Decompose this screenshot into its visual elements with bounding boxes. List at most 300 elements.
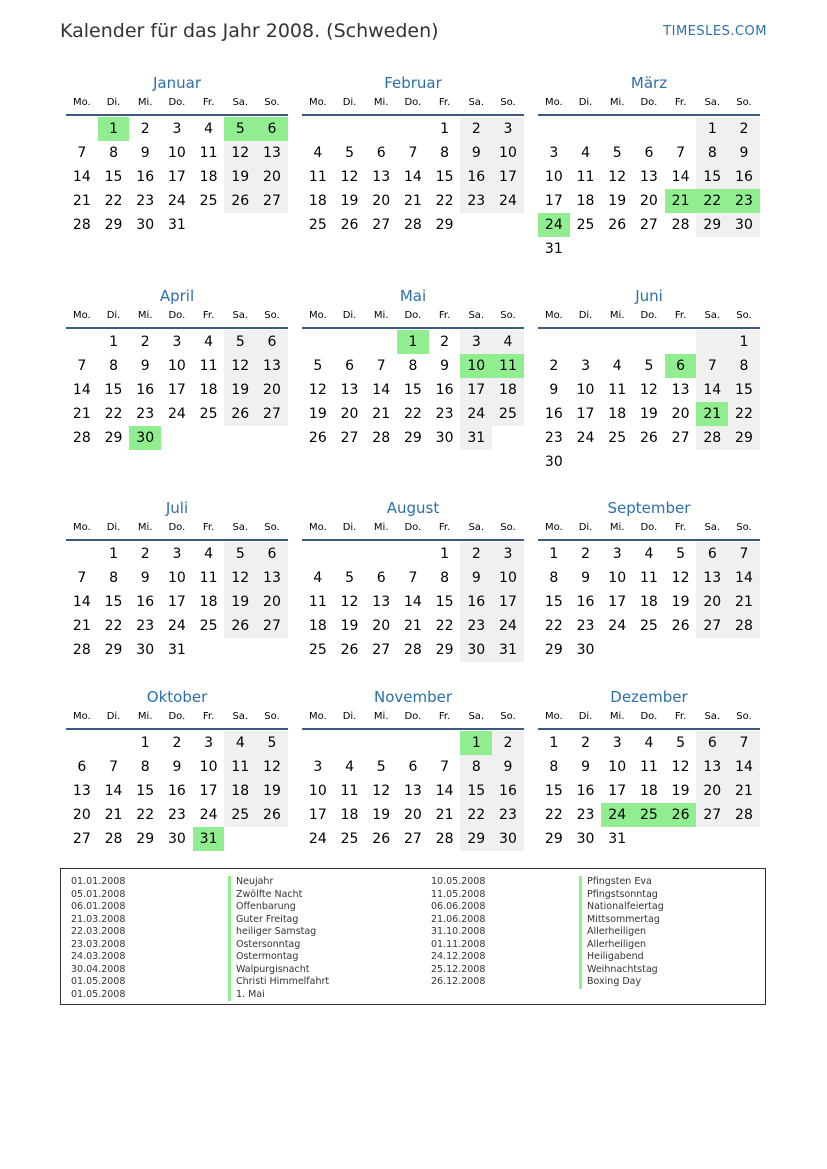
day-cell: 23 <box>435 406 454 422</box>
day-cell: 3 <box>460 330 492 354</box>
day-cell: 16 <box>136 382 155 398</box>
empty-cell <box>728 827 760 851</box>
weekday-label: Do. <box>404 97 422 108</box>
day-cell: 3 <box>492 117 524 141</box>
legend-date: 10.05.2008 <box>431 876 486 887</box>
empty-cell <box>66 542 98 566</box>
day-cell: 9 <box>140 570 150 586</box>
day-cell: 3 <box>172 334 182 350</box>
day-cell: 30 <box>576 642 595 658</box>
day-cell: 30 <box>576 831 595 847</box>
legend-names-right <box>579 876 664 989</box>
day-cell: 5 <box>224 330 256 354</box>
day-cell: 10 <box>492 566 524 590</box>
day-cell: 22 <box>136 807 155 823</box>
day-cell: 25 <box>199 618 218 634</box>
day-cell: 13 <box>340 382 359 398</box>
day-cell: 9 <box>728 141 760 165</box>
day-cell: 19 <box>671 594 690 610</box>
empty-cell <box>256 638 288 662</box>
empty-cell <box>302 117 334 141</box>
empty-cell <box>633 638 665 662</box>
day-cell: 3 <box>172 121 182 137</box>
day-cell: 21 <box>403 618 422 634</box>
day-cell: 26 <box>608 217 627 233</box>
day-cell: 22 <box>728 402 760 426</box>
day-cell: 25 <box>576 217 595 233</box>
month-calendar <box>538 72 760 261</box>
legend-date: 21.03.2008 <box>71 913 126 925</box>
month-name: Mai <box>399 287 427 305</box>
empty-cell <box>193 426 225 450</box>
day-cell: 11 <box>639 759 658 775</box>
empty-cell <box>665 117 697 141</box>
weekday-label: Di. <box>106 310 121 321</box>
weekday-label: Di. <box>342 711 357 722</box>
empty-cell <box>161 426 193 450</box>
day-cell: 15 <box>435 594 454 610</box>
empty-cell <box>224 213 256 237</box>
day-cell: 23 <box>167 807 186 823</box>
weekday-label: Fr. <box>674 97 687 108</box>
legend-holiday-name: Zwölfte Nacht <box>228 889 329 902</box>
day-cell: 20 <box>671 406 690 422</box>
days-grid <box>538 117 760 261</box>
day-cell: 14 <box>72 169 91 185</box>
day-cell: 28 <box>72 642 91 658</box>
day-cell: 15 <box>435 169 454 185</box>
day-cell: 15 <box>136 783 155 799</box>
day-cell: 8 <box>109 358 118 374</box>
day-cell: 11 <box>492 354 524 378</box>
day-cell: 6 <box>696 542 728 566</box>
weekday-label: Di. <box>342 310 357 321</box>
day-cell: 21 <box>665 189 697 213</box>
weekday-label: Do. <box>640 522 658 533</box>
empty-cell <box>224 426 256 450</box>
day-cell: 26 <box>224 189 256 213</box>
month-calendar <box>66 497 288 662</box>
legend-date: 24.12.2008 <box>431 951 486 962</box>
days-grid <box>66 117 288 237</box>
legend-holiday-name: Nationalfeiertag <box>579 901 664 914</box>
day-cell: 21 <box>435 807 454 823</box>
day-cell: 7 <box>376 358 386 374</box>
day-cell: 18 <box>199 594 218 610</box>
day-cell: 1 <box>440 546 450 562</box>
legend-holiday-name: Offenbarung <box>228 901 329 914</box>
month-name: Februar <box>384 74 442 92</box>
day-cell: 20 <box>256 378 288 402</box>
day-cell: 19 <box>224 590 256 614</box>
day-cell: 16 <box>460 590 492 614</box>
day-cell: 18 <box>340 807 359 823</box>
day-cell: 25 <box>340 831 359 847</box>
day-cell: 23 <box>136 193 155 209</box>
weekday-header <box>538 307 760 327</box>
empty-cell <box>696 330 728 354</box>
day-cell: 29 <box>460 827 492 851</box>
day-cell: 6 <box>644 145 654 161</box>
day-cell: 5 <box>224 117 256 141</box>
day-cell: 27 <box>72 831 91 847</box>
day-cell: 28 <box>728 614 760 638</box>
empty-cell <box>334 117 366 141</box>
day-cell: 22 <box>104 406 123 422</box>
weekday-label: Sa. <box>232 711 249 722</box>
day-cell: 20 <box>372 193 391 209</box>
site-link[interactable]: TIMESLES.COM <box>663 24 767 39</box>
day-cell: 8 <box>140 759 150 775</box>
day-cell: 18 <box>224 779 256 803</box>
day-cell: 1 <box>440 121 450 137</box>
header-rule <box>538 539 760 541</box>
header-rule <box>538 327 760 329</box>
day-cell: 29 <box>104 642 123 658</box>
weekday-label: Di. <box>106 97 121 108</box>
day-cell: 25 <box>608 430 627 446</box>
day-cell: 25 <box>199 406 218 422</box>
day-cell: 19 <box>224 165 256 189</box>
day-cell: 20 <box>403 807 422 823</box>
empty-cell <box>696 638 728 662</box>
day-cell: 10 <box>167 358 186 374</box>
day-cell: 21 <box>403 193 422 209</box>
weekday-label: Mi. <box>373 310 389 321</box>
day-cell: 14 <box>671 169 690 185</box>
day-cell: 5 <box>256 731 288 755</box>
day-cell: 17 <box>308 807 327 823</box>
day-cell: 28 <box>403 642 422 658</box>
day-cell: 3 <box>204 735 214 751</box>
day-cell: 17 <box>492 165 524 189</box>
empty-cell <box>696 827 728 851</box>
empty-cell <box>256 827 288 851</box>
day-cell: 25 <box>492 402 524 426</box>
day-cell: 27 <box>340 430 359 446</box>
day-cell: 1 <box>109 546 118 562</box>
day-cell: 6 <box>77 759 87 775</box>
weekday-label: Mo. <box>544 522 563 533</box>
weekday-header <box>302 307 524 327</box>
legend-holiday-name: Guter Freitag <box>228 914 329 927</box>
empty-cell <box>538 330 570 354</box>
day-cell: 5 <box>644 358 654 374</box>
empty-cell <box>66 330 98 354</box>
day-cell: 18 <box>576 193 595 209</box>
empty-cell <box>601 237 633 261</box>
day-cell: 15 <box>460 779 492 803</box>
day-cell: 17 <box>460 378 492 402</box>
day-cell: 18 <box>608 406 627 422</box>
day-cell: 1 <box>728 330 760 354</box>
day-cell: 18 <box>308 193 327 209</box>
day-cell: 22 <box>403 406 422 422</box>
day-cell: 15 <box>544 594 563 610</box>
day-cell: 7 <box>77 358 87 374</box>
month-calendar <box>302 285 524 450</box>
day-cell: 30 <box>728 213 760 237</box>
legend-holiday-name: Pfingsten Eva <box>579 876 664 889</box>
day-cell: 4 <box>581 145 590 161</box>
day-cell: 4 <box>204 121 214 137</box>
day-cell: 29 <box>104 430 123 446</box>
day-cell: 27 <box>403 831 422 847</box>
legend-date: 24.03.2008 <box>71 951 126 962</box>
weekday-label: Fr. <box>202 97 215 108</box>
day-cell: 4 <box>612 358 622 374</box>
day-cell: 7 <box>109 759 118 775</box>
legend-holiday-name: Heiligabend <box>579 951 664 964</box>
day-cell: 27 <box>256 189 288 213</box>
day-cell: 24 <box>601 803 633 827</box>
day-cell: 16 <box>576 594 595 610</box>
day-cell: 28 <box>728 803 760 827</box>
weekday-label: Mi. <box>373 711 389 722</box>
day-cell: 24 <box>460 402 492 426</box>
day-cell: 29 <box>544 831 563 847</box>
day-cell: 17 <box>544 193 563 209</box>
day-cell: 16 <box>167 783 186 799</box>
day-cell: 1 <box>98 117 130 141</box>
day-cell: 17 <box>576 406 595 422</box>
weekday-label: Do. <box>168 310 186 321</box>
day-cell: 28 <box>104 831 123 847</box>
day-cell: 18 <box>639 594 658 610</box>
weekday-label: Sa. <box>468 711 485 722</box>
weekday-label: Fr. <box>438 711 451 722</box>
month-calendar <box>66 285 288 450</box>
weekday-label: Mo. <box>72 522 91 533</box>
day-cell: 24 <box>608 618 627 634</box>
day-cell: 31 <box>608 831 627 847</box>
day-cell: 9 <box>460 141 492 165</box>
legend-date: 01.11.2008 <box>431 938 486 950</box>
day-cell: 11 <box>199 358 218 374</box>
weekday-label: Mi. <box>373 522 389 533</box>
day-cell: 3 <box>549 145 559 161</box>
weekday-label: Mi. <box>609 522 625 533</box>
weekday-label: Mi. <box>373 97 389 108</box>
header-rule <box>66 327 288 329</box>
weekday-header <box>538 94 760 114</box>
day-cell: 29 <box>728 426 760 450</box>
day-cell: 21 <box>72 193 91 209</box>
header-rule <box>538 728 760 730</box>
empty-cell <box>98 731 130 755</box>
day-cell: 1 <box>549 735 559 751</box>
legend-names-left <box>228 876 329 1001</box>
weekday-label: Sa. <box>704 711 721 722</box>
day-cell: 12 <box>608 169 627 185</box>
day-cell: 12 <box>256 755 288 779</box>
weekday-label: Fr. <box>202 310 215 321</box>
day-cell: 13 <box>403 783 422 799</box>
day-cell: 25 <box>224 803 256 827</box>
weekday-label: Mi. <box>137 310 153 321</box>
day-cell: 13 <box>696 566 728 590</box>
header-rule <box>302 327 524 329</box>
empty-cell <box>570 117 602 141</box>
day-cell: 4 <box>204 546 214 562</box>
day-cell: 28 <box>72 430 91 446</box>
day-cell: 8 <box>549 570 559 586</box>
weekday-label: Sa. <box>232 522 249 533</box>
day-cell: 24 <box>576 430 595 446</box>
day-cell: 13 <box>256 566 288 590</box>
day-cell: 4 <box>313 145 323 161</box>
days-grid <box>66 731 288 851</box>
day-cell: 5 <box>224 542 256 566</box>
day-cell: 8 <box>408 358 418 374</box>
day-cell: 16 <box>576 783 595 799</box>
weekday-label: So. <box>264 97 280 108</box>
day-cell: 16 <box>435 382 454 398</box>
weekday-header <box>66 94 288 114</box>
day-cell: 19 <box>671 783 690 799</box>
month-name: September <box>607 499 691 517</box>
day-cell: 11 <box>308 594 327 610</box>
day-cell: 7 <box>728 731 760 755</box>
day-cell: 6 <box>696 731 728 755</box>
days-grid <box>538 731 760 851</box>
weekday-label: So. <box>736 97 752 108</box>
weekday-label: Mi. <box>609 711 625 722</box>
empty-cell <box>696 450 728 474</box>
legend-date: 22.03.2008 <box>71 926 126 937</box>
day-cell: 13 <box>671 382 690 398</box>
day-cell: 10 <box>608 759 627 775</box>
day-cell: 13 <box>256 141 288 165</box>
header-rule <box>66 114 288 116</box>
day-cell: 15 <box>104 382 123 398</box>
weekday-label: Fr. <box>202 522 215 533</box>
day-cell: 9 <box>140 145 150 161</box>
legend-date: 06.06.2008 <box>431 901 486 912</box>
weekday-header <box>66 307 288 327</box>
weekday-label: Mi. <box>137 522 153 533</box>
empty-cell <box>193 638 225 662</box>
day-cell: 10 <box>167 145 186 161</box>
weekday-label: Mi. <box>609 97 625 108</box>
day-cell: 24 <box>167 406 186 422</box>
empty-cell <box>538 117 570 141</box>
day-cell: 27 <box>696 614 728 638</box>
day-cell: 13 <box>372 594 391 610</box>
weekday-header <box>66 708 288 728</box>
day-cell: 26 <box>256 803 288 827</box>
weekday-label: Do. <box>168 711 186 722</box>
day-cell: 9 <box>581 570 590 586</box>
weekday-label: So. <box>264 310 280 321</box>
weekday-label: Mo. <box>72 97 91 108</box>
day-cell: 29 <box>403 430 422 446</box>
empty-cell <box>193 213 225 237</box>
empty-cell <box>665 450 697 474</box>
legend-holiday-name: 1. Mai <box>228 989 329 1002</box>
day-cell: 26 <box>671 618 690 634</box>
month-name: Juli <box>165 499 189 517</box>
day-cell: 14 <box>696 378 728 402</box>
day-cell: 17 <box>167 382 186 398</box>
weekday-label: Sa. <box>704 310 721 321</box>
weekday-label: Do. <box>640 711 658 722</box>
day-cell: 6 <box>256 117 288 141</box>
day-cell: 24 <box>199 807 218 823</box>
empty-cell <box>66 117 98 141</box>
day-cell: 14 <box>372 382 391 398</box>
empty-cell <box>665 237 697 261</box>
day-cell: 20 <box>372 618 391 634</box>
month-calendar <box>66 72 288 237</box>
day-cell: 12 <box>224 141 256 165</box>
days-grid <box>302 330 524 450</box>
day-cell: 29 <box>104 217 123 233</box>
day-cell: 16 <box>136 594 155 610</box>
legend-date: 06.01.2008 <box>71 901 126 912</box>
day-cell: 10 <box>199 759 218 775</box>
weekday-label: Sa. <box>468 522 485 533</box>
weekday-label: Sa. <box>704 522 721 533</box>
day-cell: 20 <box>696 590 728 614</box>
day-cell: 9 <box>492 755 524 779</box>
weekday-label: So. <box>736 522 752 533</box>
day-cell: 4 <box>492 330 524 354</box>
day-cell: 27 <box>696 803 728 827</box>
day-cell: 29 <box>435 642 454 658</box>
day-cell: 24 <box>492 189 524 213</box>
day-cell: 22 <box>435 618 454 634</box>
day-cell: 12 <box>224 354 256 378</box>
day-cell: 11 <box>308 169 327 185</box>
legend-holiday-name: Ostermontag <box>228 951 329 964</box>
day-cell: 5 <box>376 759 386 775</box>
day-cell: 2 <box>728 117 760 141</box>
day-cell: 24 <box>167 618 186 634</box>
weekday-label: Mo. <box>544 310 563 321</box>
day-cell: 10 <box>167 570 186 586</box>
month-name: Dezember <box>610 688 688 706</box>
legend-date: 25.12.2008 <box>431 963 486 975</box>
legend-holiday-name: heiliger Samstag <box>228 926 329 939</box>
day-cell: 23 <box>576 618 595 634</box>
empty-cell <box>365 117 397 141</box>
weekday-label: Do. <box>404 711 422 722</box>
empty-cell <box>665 638 697 662</box>
day-cell: 25 <box>633 803 665 827</box>
day-cell: 31 <box>167 217 186 233</box>
day-cell: 22 <box>104 193 123 209</box>
day-cell: 13 <box>72 783 91 799</box>
day-cell: 4 <box>313 570 323 586</box>
day-cell: 12 <box>671 759 690 775</box>
day-cell: 10 <box>460 354 492 378</box>
empty-cell <box>601 117 633 141</box>
day-cell: 25 <box>199 193 218 209</box>
month-calendar <box>302 72 524 237</box>
day-cell: 29 <box>136 831 155 847</box>
weekday-label: Mo. <box>544 97 563 108</box>
day-cell: 9 <box>140 358 150 374</box>
weekday-label: Mo. <box>308 522 327 533</box>
day-cell: 19 <box>372 807 391 823</box>
day-cell: 31 <box>167 642 186 658</box>
day-cell: 17 <box>167 594 186 610</box>
month-calendar <box>538 497 760 662</box>
day-cell: 30 <box>435 430 454 446</box>
day-cell: 27 <box>639 217 658 233</box>
day-cell: 19 <box>224 378 256 402</box>
